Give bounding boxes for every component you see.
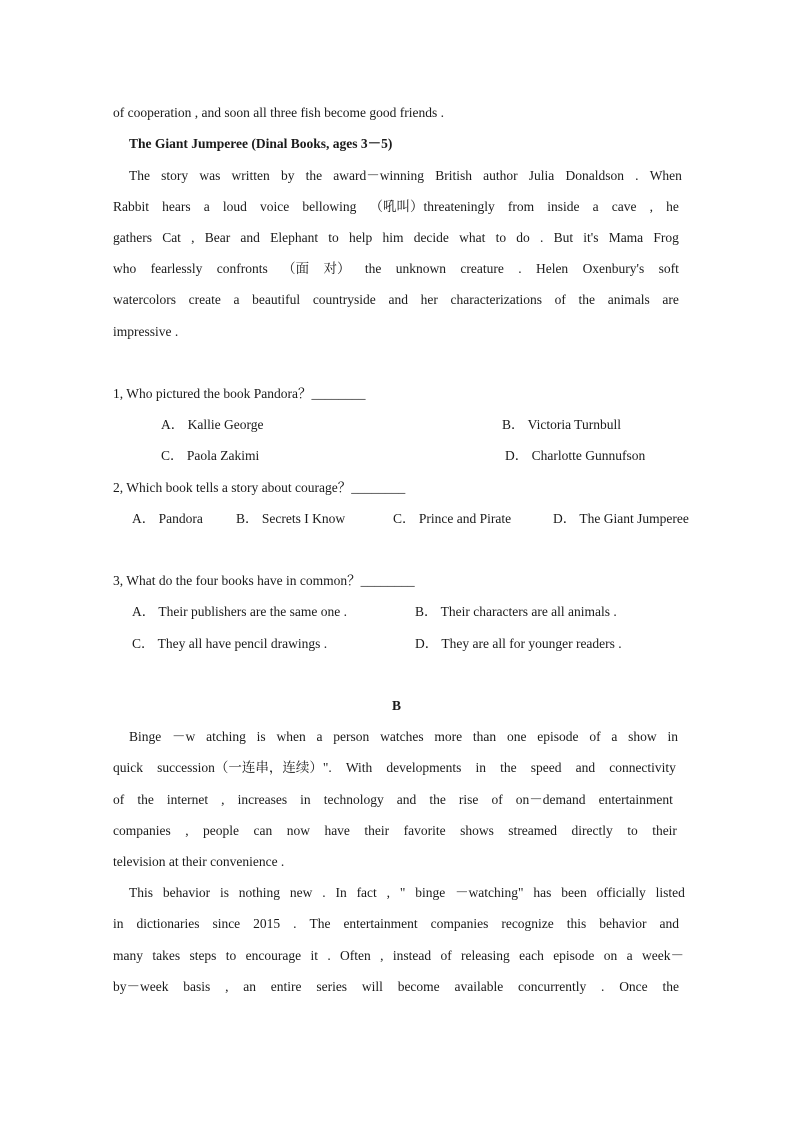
word: the — [500, 760, 517, 775]
word: animals — [607, 292, 650, 307]
word: , — [380, 948, 384, 963]
answer-option[interactable]: C． They all have pencil drawings . — [132, 636, 328, 651]
word: is — [256, 729, 266, 744]
passage-line: impressive . — [113, 324, 179, 339]
word: entertainment — [598, 792, 673, 807]
answer-option[interactable]: C． Paola Zakimi — [161, 448, 260, 463]
word: characterizations — [450, 292, 542, 307]
word: soft — [658, 261, 679, 276]
word: The — [129, 168, 150, 183]
word: a — [233, 292, 240, 307]
word: from — [507, 199, 535, 214]
word: rise — [458, 792, 479, 807]
word: 对） — [323, 261, 351, 276]
word: Frog — [653, 230, 679, 245]
word: The — [309, 916, 331, 931]
word: have — [324, 823, 350, 838]
word: In — [335, 885, 347, 900]
word: loud — [222, 199, 247, 214]
word: story — [161, 168, 189, 183]
word: this — [566, 916, 587, 931]
word: . — [518, 261, 522, 276]
word: atching — [206, 729, 246, 744]
word: 2015 — [253, 916, 281, 931]
word: Donaldson — [565, 168, 624, 183]
word: . — [540, 230, 544, 245]
answer-option[interactable]: B． Their characters are all animals . — [415, 604, 617, 619]
word: shows — [460, 823, 494, 838]
word: internet — [166, 792, 209, 807]
word: succession（一连串，连续）". — [157, 760, 332, 775]
word: entire — [270, 979, 302, 994]
word: episode — [537, 729, 579, 744]
word: in — [667, 729, 678, 744]
word: award－winning — [333, 168, 425, 183]
word: the — [662, 979, 679, 994]
word: him — [382, 230, 404, 245]
word: help — [349, 230, 373, 245]
passage-line — [113, 198, 679, 216]
word: and — [240, 230, 260, 245]
word: many — [113, 948, 143, 963]
word: confronts — [216, 261, 268, 276]
word: now — [286, 823, 310, 838]
word: entertainment — [343, 916, 418, 931]
word: to — [627, 823, 638, 838]
word: British — [435, 168, 472, 183]
word: Bear — [204, 230, 231, 245]
passage-line — [113, 822, 677, 840]
word: bellowing — [302, 199, 357, 214]
word: when — [276, 729, 306, 744]
word: encourage — [245, 948, 302, 963]
passage-line — [113, 759, 676, 777]
word: takes — [152, 948, 181, 963]
word: on — [603, 948, 618, 963]
word: will — [361, 979, 383, 994]
word: unknown — [395, 261, 446, 276]
word: . — [635, 168, 639, 183]
section-heading: B — [392, 698, 402, 713]
word: by－week — [113, 979, 169, 994]
word: binge — [415, 885, 446, 900]
word: steps — [189, 948, 217, 963]
word: what — [459, 230, 486, 245]
word: of — [113, 792, 125, 807]
word: instead — [392, 948, 432, 963]
word: dictionaries — [136, 916, 200, 931]
word: listed — [655, 885, 685, 900]
passage-line — [129, 167, 682, 185]
word: Mama — [608, 230, 644, 245]
word: and — [659, 916, 679, 931]
word: , — [185, 823, 189, 838]
word: fact — [356, 885, 377, 900]
answer-option[interactable]: A． Pandora — [132, 511, 203, 526]
book-heading: The Giant Jumperee (Dinal Books, ages 3－5) — [129, 136, 393, 151]
word: " — [399, 885, 406, 900]
passage-line — [113, 915, 679, 933]
word: of — [440, 948, 452, 963]
word: basis — [183, 979, 211, 994]
word: is — [219, 885, 229, 900]
word: and — [396, 792, 417, 807]
word: has — [533, 885, 552, 900]
word: was — [199, 168, 221, 183]
word: show — [628, 729, 657, 744]
passage-line — [113, 229, 679, 247]
word: of — [589, 729, 601, 744]
word: series — [316, 979, 348, 994]
word: inside — [547, 199, 580, 214]
word: , — [225, 979, 229, 994]
word: （吼叫）threateningly — [369, 199, 495, 214]
word: recognize — [501, 916, 554, 931]
word: beautiful — [252, 292, 301, 307]
word: Julia — [528, 168, 555, 183]
word: . — [601, 979, 605, 994]
word: Helen — [535, 261, 569, 276]
answer-option[interactable]: B． Secrets I Know — [236, 511, 346, 526]
word: who — [113, 261, 137, 276]
word: releasing — [461, 948, 510, 963]
word: the — [578, 292, 596, 307]
word: cave — [611, 199, 637, 214]
word: a — [611, 729, 618, 744]
question-stem: 2, Which book tells a story about courage？________ — [113, 480, 406, 495]
word: author — [483, 168, 518, 183]
word: people — [203, 823, 240, 838]
word: episode — [553, 948, 595, 963]
word: than — [472, 729, 497, 744]
word: in — [475, 760, 487, 775]
word: her — [420, 292, 438, 307]
passage-line — [113, 978, 679, 996]
passage-line: of cooperation , and soon all three fish become good friends . — [113, 105, 445, 120]
word: countryside — [312, 292, 376, 307]
answer-option[interactable]: D． The Giant Jumperee — [553, 511, 689, 526]
passage-line — [113, 791, 673, 809]
word: behavior — [599, 916, 647, 931]
answer-option[interactable]: B． Victoria Turnbull — [502, 417, 621, 432]
word: Oxenbury's — [582, 261, 645, 276]
word: favorite — [403, 823, 446, 838]
answer-option[interactable]: D． They are all for younger readers . — [415, 636, 622, 651]
passage-line — [113, 947, 684, 965]
word: officially — [596, 885, 646, 900]
passage-line: television at their convenience . — [113, 854, 285, 869]
word: behavior — [162, 885, 211, 900]
question-stem: 1, Who pictured the book Pandora？________ — [113, 386, 366, 401]
word: create — [188, 292, 221, 307]
word: been — [561, 885, 587, 900]
word: it — [310, 948, 318, 963]
word: streamed — [508, 823, 558, 838]
word: since — [212, 916, 241, 931]
word: nothing — [238, 885, 281, 900]
word: person — [333, 729, 370, 744]
word: a — [592, 199, 599, 214]
word: Often — [340, 948, 371, 963]
word: This — [129, 885, 154, 900]
word: , — [221, 792, 225, 807]
word: he — [666, 199, 679, 214]
word: Elephant — [270, 230, 319, 245]
passage-line — [113, 260, 679, 278]
answer-option[interactable]: A． Kallie George — [161, 417, 264, 432]
word: the — [429, 792, 446, 807]
word: more — [434, 729, 463, 744]
word: connectivity — [609, 760, 676, 775]
word: . — [293, 916, 297, 931]
word: watches — [380, 729, 424, 744]
word: －w — [172, 729, 196, 744]
word: their — [652, 823, 677, 838]
word: to — [495, 230, 507, 245]
word: become — [397, 979, 440, 994]
word: new — [289, 885, 313, 900]
word: a — [316, 729, 323, 744]
word: creature — [460, 261, 504, 276]
word: . — [327, 948, 331, 963]
word: it's — [583, 230, 599, 245]
answer-option[interactable]: C． Prince and Pirate — [393, 511, 512, 526]
word: written — [231, 168, 270, 183]
answer-option[interactable]: D． Charlotte Gunnufson — [505, 448, 646, 463]
word: Binge — [129, 729, 162, 744]
word: concurrently — [518, 979, 587, 994]
word: hears — [162, 199, 191, 214]
word: Once — [619, 979, 648, 994]
word: －watching" — [455, 885, 524, 900]
word: to — [328, 230, 339, 245]
word: are — [662, 292, 679, 307]
word: by — [280, 168, 295, 183]
word: do — [516, 230, 530, 245]
word: voice — [260, 199, 290, 214]
word: companies — [430, 916, 489, 931]
word: a — [203, 199, 210, 214]
passage-line — [129, 884, 685, 902]
word: , — [649, 199, 653, 214]
word: their — [364, 823, 390, 838]
word: available — [454, 979, 504, 994]
word: the — [305, 168, 323, 183]
word: developments — [386, 760, 462, 775]
word: With — [345, 760, 373, 775]
word: （面 — [282, 261, 310, 276]
word: But — [553, 230, 574, 245]
word: When — [649, 168, 682, 183]
word: the — [364, 261, 382, 276]
word: quick — [113, 760, 143, 775]
question-stem: 3, What do the four books have in common？________ — [113, 573, 415, 588]
word: and — [575, 760, 596, 775]
word: can — [253, 823, 273, 838]
word: each — [519, 948, 544, 963]
word: to — [225, 948, 237, 963]
word: on－demand — [515, 792, 586, 807]
word: . — [322, 885, 326, 900]
word: fearlessly — [150, 261, 203, 276]
word: watercolors — [113, 292, 176, 307]
word: in — [300, 792, 311, 807]
word: directly — [571, 823, 613, 838]
word: in — [113, 916, 124, 931]
word: , — [386, 885, 391, 900]
word: and — [388, 292, 408, 307]
word: of — [554, 292, 566, 307]
word: decide — [413, 230, 449, 245]
word: speed — [530, 760, 562, 775]
word: the — [137, 792, 154, 807]
word: a — [626, 948, 633, 963]
word: Rabbit — [113, 199, 149, 214]
word: technology — [323, 792, 384, 807]
word: , — [191, 230, 195, 245]
passage-line — [113, 291, 679, 309]
word: Cat — [162, 230, 181, 245]
word: companies — [113, 823, 171, 838]
word: of — [491, 792, 503, 807]
word: week－ — [641, 948, 684, 963]
passage-line — [129, 728, 678, 746]
word: an — [243, 979, 256, 994]
answer-option[interactable]: A． Their publishers are the same one . — [132, 604, 347, 619]
word: increases — [237, 792, 288, 807]
word: gathers — [113, 230, 152, 245]
word: one — [506, 729, 527, 744]
